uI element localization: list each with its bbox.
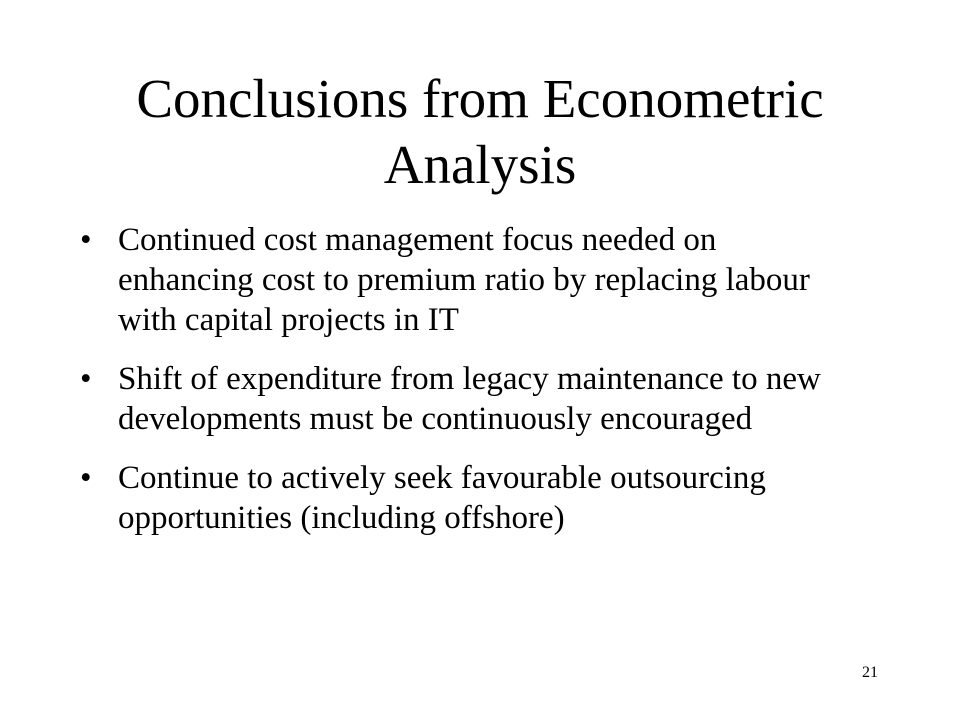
- bullet-item: [80, 458, 858, 538]
- bullet-text: Continued cost management focus needed on enhancing cost to premium ratio by replacing labour with capital projects in IT: [118, 222, 810, 338]
- slide-title: Conclusions from Econometric Analysis: [136, 68, 824, 195]
- bullet-marker-icon: •: [80, 222, 92, 258]
- bullet-text: Continue to actively seek favourable outsourcing opportunities (including offshore): [118, 460, 766, 536]
- page-number: 21: [862, 664, 878, 681]
- bullet-item: [80, 359, 858, 439]
- bullet-list: [80, 220, 858, 557]
- bullet-marker-icon: •: [80, 361, 92, 397]
- bullet-text: Shift of expenditure from legacy maintenance to new developments must be continuously encouraged: [118, 361, 821, 437]
- bullet-item: [80, 220, 858, 340]
- bullet-marker-icon: •: [80, 460, 92, 496]
